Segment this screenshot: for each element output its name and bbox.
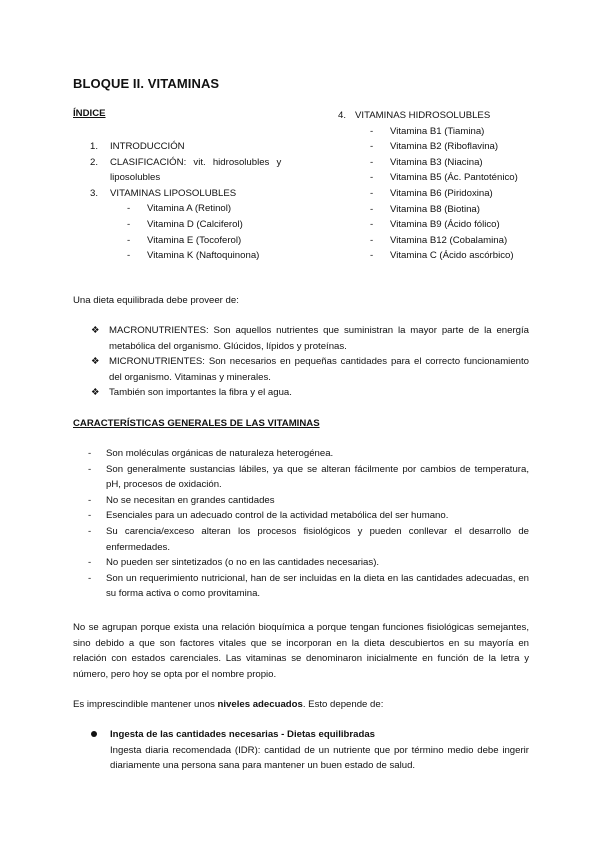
- characteristics-list: [88, 446, 529, 602]
- dash-marker: -: [370, 187, 374, 199]
- diamond-bullet-icon: ❖: [91, 356, 100, 368]
- toc-item: [90, 139, 286, 155]
- toc-text: VITAMINAS HIDROSOLUBLES: [355, 110, 491, 121]
- toc-left-column: [90, 139, 286, 264]
- list-item: [91, 385, 529, 401]
- list-item: [88, 446, 529, 462]
- toc-subitem-text: Vitamina B9 (Ácido fólico): [390, 219, 500, 231]
- toc-number: 4.: [338, 110, 347, 121]
- toc-item: [90, 186, 286, 202]
- toc-subitem: [338, 202, 548, 218]
- diet-intro-paragraph: Una dieta equilibrada debe proveer de:: [73, 295, 239, 306]
- dash-marker: -: [370, 125, 374, 137]
- grouping-paragraph: No se agrupan porque exista una relación bioquímica a porque tengan funciones fisiológicas semejantes, sino debido a que son factores vitales que se incorporan en la dieta descubiertos en su mayoría en relación con estados carenciales. Las vitaminas se denominaron inicialmente en función de la letra y número, pero hoy se opta por el nombre propio.: [73, 622, 529, 680]
- toc-subitem-text: Vitamina B2 (Riboflavina): [390, 141, 499, 153]
- list-item-text: Son generalmente sustancias lábiles, ya que se alteran fácilmente por cambios de temperatura, pH, procesos de oxidación.: [106, 463, 529, 491]
- index-heading: ÍNDICE: [73, 108, 106, 119]
- characteristics-heading: CARACTERÍSTICAS GENERALES DE LAS VITAMINAS: [73, 418, 320, 429]
- dash-marker: -: [88, 557, 92, 569]
- dash-marker: -: [370, 203, 374, 215]
- toc-subitem: [338, 170, 548, 186]
- toc-right-column: [338, 108, 548, 264]
- diamond-bullet-icon: ❖: [91, 325, 100, 336]
- intake-heading: Ingesta de las cantidades necesarias - Dietas equilibradas: [110, 729, 376, 740]
- dash-marker: -: [88, 572, 92, 584]
- list-item: [91, 354, 529, 385]
- levels-text-bold: niveles adecuados: [217, 699, 303, 710]
- toc-subitem: [90, 248, 286, 264]
- toc-subitem: [338, 155, 548, 171]
- list-item-text: Su carencia/exceso alteran los procesos fisiológicos y pueden conllevar el desarrollo de enfermedades.: [106, 525, 529, 553]
- toc-subitem: [90, 233, 286, 249]
- list-item: [88, 508, 529, 524]
- list-item-text: También son importantes la fibra y el agua.: [109, 387, 292, 399]
- list-item: [91, 323, 529, 354]
- list-item: [88, 571, 529, 602]
- dash-marker: -: [127, 234, 131, 246]
- toc-subitem-text: Vitamina D (Calciferol): [147, 218, 243, 230]
- toc-subitem: [338, 248, 548, 264]
- toc-subitem-text: Vitamina B8 (Biotina): [390, 203, 480, 215]
- dash-marker: -: [88, 463, 92, 475]
- list-item-text: No se necesitan en grandes cantidades: [106, 494, 275, 506]
- document-title: BLOQUE II. VITAMINAS: [73, 76, 220, 91]
- list-item: [88, 462, 529, 493]
- intake-list: [91, 727, 529, 774]
- list-item: [88, 493, 529, 509]
- toc-number: 2.: [90, 156, 99, 168]
- toc-subitem: [90, 217, 286, 233]
- bullet-dot-icon: [91, 727, 97, 743]
- dash-marker: -: [370, 141, 374, 153]
- list-item-text: No pueden ser sintetizados (o no en las cantidades necesarias).: [106, 557, 380, 569]
- list-item-text: MACRONUTRIENTES: Son aquellos nutrientes que suministran la mayor parte de la energía metabólica del organismo. Glúcidos, lípidos y proteínas.: [109, 325, 529, 352]
- toc-subitem: [338, 233, 548, 249]
- toc-subitem-text: Vitamina B5 (Ác. Pantoténico): [390, 172, 518, 184]
- list-item-text: Son moléculas orgánicas de naturaleza heterogénea.: [106, 448, 334, 459]
- dash-marker: -: [127, 218, 131, 230]
- dash-marker: -: [127, 203, 131, 215]
- list-item-text: MICRONUTRIENTES: Son necesarios en pequeñas cantidades para el correcto funcionamiento del organismo. Vitaminas y minerales.: [109, 356, 529, 383]
- dash-marker: -: [370, 219, 374, 231]
- dash-marker: -: [370, 234, 374, 246]
- list-item: [88, 524, 529, 555]
- toc-subitem-text: Vitamina B3 (Niacina): [390, 156, 483, 168]
- toc-number: 1.: [90, 141, 99, 152]
- toc-text: CLASIFICACIÓN: vit. hidrosolubles y: [110, 156, 282, 168]
- dash-marker: -: [88, 525, 92, 537]
- toc-item: [338, 108, 548, 124]
- toc-subitem: [338, 186, 548, 202]
- nutrients-list: [91, 323, 529, 401]
- toc-subitem-text: Vitamina E (Tocoferol): [147, 234, 242, 246]
- levels-text-before: Es imprescindible mantener unos: [73, 699, 218, 710]
- dash-marker: -: [127, 250, 131, 262]
- list-item-text: Son un requerimiento nutricional, han de ser incluidas en la dieta en las cantidades adecuadas, en su forma activa o como provitamina.: [106, 572, 529, 600]
- toc-text: INTRODUCCIÓN: [110, 141, 185, 152]
- toc-item-continuation: liposolubles: [110, 172, 161, 184]
- list-item: [88, 555, 529, 571]
- list-item-text: Esenciales para un adecuado control de la actividad metabólica del ser humano.: [106, 510, 449, 522]
- list-item: [91, 727, 529, 774]
- dash-marker: -: [88, 494, 92, 506]
- levels-paragraph: [73, 697, 529, 713]
- dash-marker: -: [370, 156, 374, 168]
- dash-marker: -: [88, 448, 92, 459]
- dash-marker: -: [88, 510, 92, 522]
- toc-subitem-text: Vitamina K (Naftoquinona): [147, 250, 260, 262]
- levels-text-after: . Esto depende de:: [302, 699, 384, 710]
- toc-subitem: [338, 124, 548, 140]
- toc-subitem-text: Vitamina A (Retinol): [147, 203, 232, 215]
- toc-subitem-text: Vitamina B12 (Cobalamina): [390, 234, 508, 246]
- toc-subitem-text: Vitamina B6 (Piridoxina): [390, 187, 493, 199]
- toc-number: 3.: [90, 187, 99, 199]
- toc-item: [90, 155, 286, 171]
- diamond-bullet-icon: ❖: [91, 387, 100, 399]
- dash-marker: -: [370, 250, 374, 262]
- toc-text: VITAMINAS LIPOSOLUBLES: [110, 187, 237, 199]
- toc-subitem-text: Vitamina C (Ácido ascórbico): [390, 250, 514, 262]
- intake-text: Ingesta diaria recomendada (IDR): cantidad de un nutriente que por término medio debe ingerir diariamente una persona sana para mantener un buen estado de salud.: [110, 744, 529, 772]
- dash-marker: -: [370, 172, 374, 184]
- toc-subitem-text: Vitamina B1 (Tiamina): [390, 125, 485, 137]
- toc-subitem: [338, 217, 548, 233]
- toc-subitem: [338, 139, 548, 155]
- toc-subitem: [90, 201, 286, 217]
